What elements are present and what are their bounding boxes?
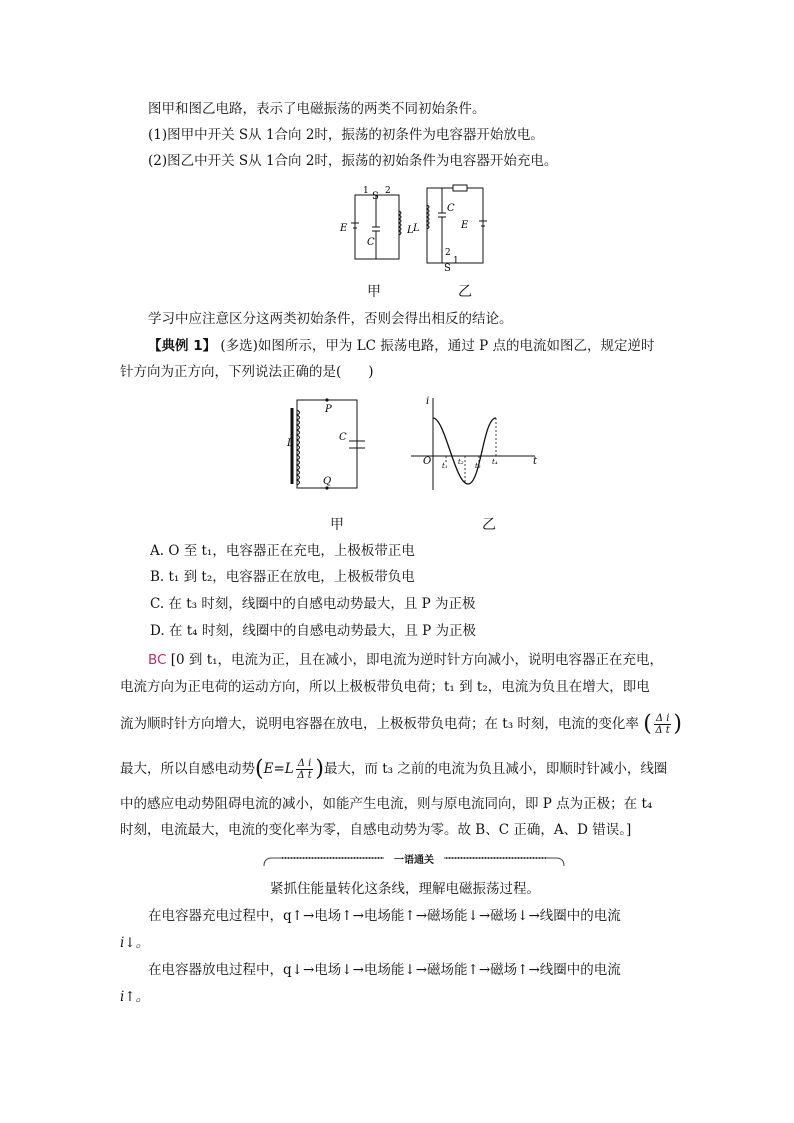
option-D: D. 在 t₄ 时刻，线圈中的自感电动势最大，且 P 为正极 [150,623,477,639]
note-line: 学习中应注意区分这两类初始条件，否则会得出相反的结论。 [148,311,513,327]
label-origin: O [423,456,432,467]
fig2-caption-yi: 乙 [482,517,496,533]
emf-numerator: Δ i [297,758,312,769]
rate-numerator: Δ i [655,713,670,724]
answer-text-4b: 最大，而 t₃ 之前的电流为负且减小，即顺时针减小，线圈 [323,761,668,777]
inductor-yi [427,205,429,229]
emf-denominator: Δ t [297,770,312,781]
label-i: i [426,396,430,407]
option-B: B. t₁ 到 t₂，电容器正在放电，上极板带负电 [150,569,415,585]
emf-fraction [296,758,314,781]
answer-text-4a: 最大，所以自感电动势 [120,761,255,777]
intro-line-2: (1)图甲中开关 S从 1合向 2时，振荡的初条件为电容器开始放电。 [148,127,544,143]
label-t: t [533,456,538,467]
intro-line-3: (2)图乙中开关 S从 1合向 2时，振荡的初始条件为电容器开始充电。 [148,153,558,169]
label-P: P [325,404,332,415]
inductor-jia [399,211,401,235]
answer-line-3: 流为顺时针方向增大，说明电容器在放电，上极板带负电荷；在 t₃ 时刻，电流的变化率 ( $\frac{\text{Δ i}}{\text{Δ t}}$ ) [120,711,683,737]
summary-para-2a: 在电容器放电过程中，q↓→电场↓→电场能↓→磁场能↑→磁场↑→线圈中的电流 [148,962,621,978]
label-t4: t₄ [492,458,498,466]
label-C-jia: C [367,237,375,248]
circuit-yi-wire [427,188,483,263]
point-P-dot [325,398,328,401]
label-Q: Q [323,476,332,487]
example-tag: 【典例 1】 [148,338,217,354]
label-E-yi: E [461,220,469,231]
example-line-1 [148,337,654,355]
answer-text-1: [0 到 t₁，电流为正，且在减小，即电流为逆时针方向减小，说明电容器正在充电， [170,652,664,668]
answer-key: BC [148,652,167,668]
summary-para-2b: i↑。 [120,989,150,1005]
label-1-jia: 1 [363,186,369,196]
label-E-jia: E [340,223,348,234]
fig1-caption-jia: 甲 [367,284,381,300]
example-line-2: 针方向为正方向，下列说法正确的是( ) [120,364,374,380]
label-C-yi: C [447,203,455,214]
answer-line-2: 电流方向为正电荷的运动方向，所以上极板带负电荷；t₁ 到 t₂，电流为负且在增大，即电 [120,679,650,695]
label-L: L [287,438,294,449]
answer-text-3: 流为顺时针方向增大，说明电容器在放电，上极板带负电荷；在 t₃ 时刻，电流的变化率 [120,716,639,732]
rate-denominator: Δ t [655,725,670,736]
resistor-yi [453,185,467,191]
summary-para-1a: 在电容器充电过程中，q↑→电场↑→电场能↑→磁场能↓→磁场↓→线圈中的电流 [148,908,621,924]
rate-fraction [654,713,672,736]
label-t3: t₃ [475,462,481,470]
example-text-1: (多选)如图所示，甲为 LC 振荡电路，通过 P 点的电流如图乙，规定逆时 [220,338,655,354]
option-C: C. 在 t₃ 时刻，线圈中的自感电动势最大，且 P 为正极 [150,596,476,612]
answer-line-4: 最大，所以自感电动势(E=L $\frac{\text{Δ i}}{\text{Δ t}}$ )最大，而 t₃ 之前的电流为负且减小，即顺时针减小，线圈 [120,756,668,782]
emf-lhs: E=L [263,761,294,777]
label-C: C [339,432,347,443]
answer-line-6: 时刻，电流最大，电流的变化率为零，自感电动势为零。故 B、C 正确，A、D 错误。] [120,822,632,838]
lc-circuit-and-graph [283,392,543,500]
label-S-jia: S [372,191,379,202]
summary-para-1b: i↓。 [120,935,150,951]
banner-title: 一语通关 [394,855,434,866]
label-t2: t₂ [458,458,464,466]
answer-line-1 [148,651,663,669]
label-S-yi: S [444,263,451,273]
summary-banner [262,852,566,870]
label-2-jia: 2 [385,186,391,196]
summary-line-1: 紧抓住能量转化这条线，理解电磁振荡过程。 [270,881,540,897]
label-L-yi: L [413,223,420,234]
label-1-yi: 1 [453,256,459,266]
fig2-caption-jia: 甲 [330,517,344,533]
fig1-caption-yi: 乙 [458,284,472,300]
current-curve [433,418,496,484]
answer-line-5: 中的感应电动势阻碍电流的减小，如能产生电流，则与原电流同向，即 P 点为正极；在 t₄ [120,796,653,812]
intro-line-1: 图甲和图乙电路，表示了电磁振荡的两类不同初始条件。 [148,101,486,117]
label-2-yi: 2 [445,248,451,258]
label-L-jia: L [407,225,414,236]
circuit-figure-1 [335,183,505,273]
label-t1: t₁ [442,462,448,470]
option-A: A. O 至 t₁，电容器正在充电，上极板带正电 [150,543,415,559]
